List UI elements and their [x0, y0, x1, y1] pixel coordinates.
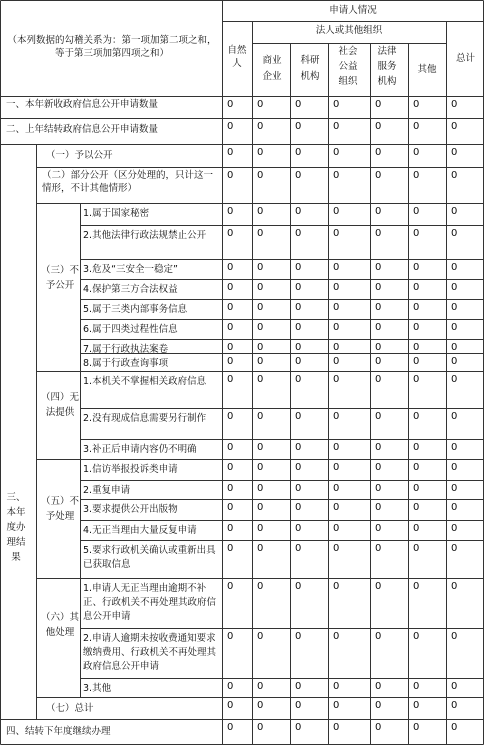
cell-value: 0 — [227, 700, 234, 711]
cell-value: 0 — [257, 681, 264, 692]
cell-value: 0 — [413, 147, 420, 158]
cell-value: 0 — [227, 302, 234, 313]
cell-value: 0 — [375, 170, 382, 181]
cell-value: 0 — [333, 581, 340, 592]
cell-value: 0 — [451, 322, 458, 333]
cell-value: 0 — [375, 99, 382, 110]
cell-value: 0 — [295, 681, 302, 692]
cell-value: 0 — [451, 206, 458, 217]
cell-value: 0 — [295, 170, 302, 181]
sub-item-label: 5.要求行政机关确认或重新出具已获取信息 — [83, 545, 216, 570]
cell-value: 0 — [451, 483, 458, 494]
sub-item-label: 1.本机关不掌握相关政府信息 — [83, 376, 207, 387]
cell-value: 0 — [375, 681, 382, 692]
cell-value: 0 — [295, 262, 302, 273]
cell-value: 0 — [413, 302, 420, 313]
cell-value: 0 — [413, 99, 420, 110]
cell-value: 0 — [295, 302, 302, 313]
cell-value: 0 — [257, 374, 264, 385]
cell-value: 0 — [375, 206, 382, 217]
cell-value: 0 — [295, 462, 302, 473]
cell-value: 0 — [333, 282, 340, 293]
cell-value: 0 — [451, 722, 458, 733]
cell-value: 0 — [375, 121, 382, 132]
cell-value: 0 — [451, 302, 458, 313]
cell-value: 0 — [451, 681, 458, 692]
cell-value: 0 — [375, 523, 382, 534]
cell-value: 0 — [227, 147, 234, 158]
group-label-refuse: （三）不予公开 — [40, 265, 79, 291]
result-label-publish: （一）予以公开 — [46, 150, 113, 161]
cell-value: 0 — [257, 342, 264, 353]
cell-value: 0 — [375, 228, 382, 239]
cell-value: 0 — [257, 282, 264, 293]
group-label-unable: （四）无法提供 — [40, 392, 79, 418]
cell-value: 0 — [375, 374, 382, 385]
header-business: 商业企业 — [262, 55, 282, 82]
sub-item-label: 2.申请人逾期未按收费通知要求缴纳费用、行政机关不再处理其政府信息公开申请 — [83, 633, 217, 672]
cell-value: 0 — [295, 483, 302, 494]
cell-value: 0 — [295, 722, 302, 733]
cell-value: 0 — [227, 262, 234, 273]
header-legal-group: 法人或其他组织 — [315, 25, 383, 36]
cell-value: 0 — [257, 322, 264, 333]
cell-value: 0 — [451, 411, 458, 422]
cell-value: 0 — [451, 374, 458, 385]
cell-value: 0 — [257, 228, 264, 239]
cell-value: 0 — [451, 543, 458, 554]
cell-value: 0 — [413, 502, 420, 513]
cell-value: 0 — [451, 99, 458, 110]
cell-value: 0 — [333, 147, 340, 158]
cell-value: 0 — [413, 282, 420, 293]
cell-value: 0 — [333, 442, 340, 453]
cell-value: 0 — [295, 700, 302, 711]
cell-value: 0 — [451, 442, 458, 453]
cell-value: 0 — [227, 543, 234, 554]
cell-value: 0 — [451, 342, 458, 353]
cell-value: 0 — [227, 206, 234, 217]
cell-value: 0 — [375, 543, 382, 554]
cell-value: 0 — [451, 462, 458, 473]
cell-value: 0 — [413, 442, 420, 453]
cell-value: 0 — [333, 502, 340, 513]
cell-value: 0 — [413, 681, 420, 692]
sub-item-label: 2.没有现成信息需要另行制作 — [83, 413, 207, 424]
cell-value: 0 — [333, 322, 340, 333]
cell-value: 0 — [257, 302, 264, 313]
sub-item-label: 2.重复申请 — [83, 485, 131, 496]
cell-value: 0 — [227, 121, 234, 132]
cell-value: 0 — [375, 356, 382, 367]
cell-value: 0 — [413, 170, 420, 181]
cell-value: 0 — [257, 631, 264, 642]
cell-value: 0 — [451, 523, 458, 534]
cell-value: 0 — [413, 631, 420, 642]
cell-value: 0 — [375, 483, 382, 494]
cell-value: 0 — [413, 228, 420, 239]
cell-value: 0 — [257, 206, 264, 217]
cell-value: 0 — [375, 342, 382, 353]
cell-value: 0 — [227, 442, 234, 453]
cell-value: 0 — [227, 722, 234, 733]
cell-value: 0 — [375, 502, 382, 513]
sub-item-label: 7.属于行政执法案卷 — [83, 344, 169, 355]
cell-value: 0 — [333, 483, 340, 494]
cell-value: 0 — [413, 483, 420, 494]
cell-value: 0 — [333, 206, 340, 217]
cell-value: 0 — [295, 99, 302, 110]
row-label-carry-out: 四、结转下年度继续办理 — [6, 726, 111, 737]
cell-value: 0 — [375, 262, 382, 273]
cell-value: 0 — [227, 523, 234, 534]
cell-value: 0 — [257, 147, 264, 158]
cell-value: 0 — [375, 411, 382, 422]
cell-value: 0 — [295, 442, 302, 453]
cell-value: 0 — [295, 523, 302, 534]
cell-value: 0 — [295, 502, 302, 513]
cell-value: 0 — [451, 502, 458, 513]
cell-value: 0 — [227, 170, 234, 181]
cell-value: 0 — [333, 523, 340, 534]
cell-value: 0 — [333, 722, 340, 733]
cell-value: 0 — [257, 543, 264, 554]
cell-value: 0 — [295, 411, 302, 422]
sub-item-label: 2.其他法律行政法规禁止公开 — [83, 230, 207, 241]
cell-value: 0 — [295, 631, 302, 642]
sub-item-label: 8.属于行政查询事项 — [83, 358, 169, 369]
cell-value: 0 — [333, 681, 340, 692]
group-label-no-process: （五）不予处理 — [40, 496, 79, 522]
row-label-carry-in: 二、上年结转政府信息公开申请数量 — [6, 124, 159, 135]
cell-value: 0 — [333, 462, 340, 473]
cell-value: 0 — [375, 322, 382, 333]
cell-value: 0 — [295, 342, 302, 353]
cell-value: 0 — [413, 322, 420, 333]
cell-value: 0 — [451, 262, 458, 273]
header-applicant: 申请人情况 — [329, 5, 377, 16]
cell-value: 0 — [451, 356, 458, 367]
cell-value: 0 — [227, 502, 234, 513]
cell-value: 0 — [227, 411, 234, 422]
cell-value: 0 — [333, 411, 340, 422]
cell-value: 0 — [295, 581, 302, 592]
cell-value: 0 — [227, 99, 234, 110]
cell-value: 0 — [333, 631, 340, 642]
cell-value: 0 — [413, 121, 420, 132]
cell-value: 0 — [333, 302, 340, 313]
cell-value: 0 — [413, 262, 420, 273]
cell-value: 0 — [451, 228, 458, 239]
cell-value: 0 — [413, 356, 420, 367]
cell-value: 0 — [413, 374, 420, 385]
cell-value: 0 — [257, 483, 264, 494]
row-label-new-apps: 一、本年新收政府信息公开申请数量 — [6, 99, 159, 110]
header-total: 总计 — [455, 53, 475, 64]
header-social: 社会公益组织 — [338, 46, 358, 87]
cell-value: 0 — [257, 99, 264, 110]
cell-value: 0 — [413, 581, 420, 592]
group-label-other-process: （六）其他处理 — [40, 612, 79, 638]
sub-item-label: 1.申请人无正当理由逾期不补正、行政机关不再处理其政府信息公开申请 — [83, 583, 217, 622]
sub-item-label: 3.要求提供公开出版物 — [83, 504, 178, 515]
cell-value: 0 — [257, 722, 264, 733]
cell-value: 0 — [257, 442, 264, 453]
cell-value: 0 — [451, 147, 458, 158]
cell-value: 0 — [227, 581, 234, 592]
result-label-partial: （二）部分公开（区分处理的，只计这一情形，不计其他情形） — [42, 170, 214, 194]
sub-item-label: 1.属于国家秘密 — [83, 208, 150, 219]
sub-item-label: 3.补正后申请内容仍不明确 — [83, 444, 197, 455]
cell-value: 0 — [413, 543, 420, 554]
cell-value: 0 — [257, 411, 264, 422]
cell-value: 0 — [257, 170, 264, 181]
header-note: （本列数据的勾稽关系为：第一项加第二项之和，等于第三项加第四项之和） — [7, 35, 217, 59]
cell-value: 0 — [227, 462, 234, 473]
cell-value: 0 — [257, 462, 264, 473]
cell-value: 0 — [413, 700, 420, 711]
sub-item-label: 4.无正当理由大量反复申请 — [83, 525, 197, 536]
cell-value: 0 — [295, 356, 302, 367]
cell-value: 0 — [333, 356, 340, 367]
cell-value: 0 — [333, 228, 340, 239]
cell-value: 0 — [333, 262, 340, 273]
cell-value: 0 — [413, 342, 420, 353]
header-legal-service: 法律服务机构 — [377, 46, 397, 87]
cell-value: 0 — [333, 170, 340, 181]
cell-value: 0 — [257, 581, 264, 592]
cell-value: 0 — [227, 282, 234, 293]
cell-value: 0 — [257, 121, 264, 132]
header-research: 科研机构 — [300, 55, 320, 82]
cell-value: 0 — [413, 411, 420, 422]
cell-value: 0 — [227, 228, 234, 239]
cell-value: 0 — [451, 581, 458, 592]
cell-value: 0 — [375, 722, 382, 733]
cell-value: 0 — [375, 282, 382, 293]
cell-value: 0 — [375, 442, 382, 453]
cell-value: 0 — [333, 121, 340, 132]
cell-value: 0 — [257, 502, 264, 513]
cell-value: 0 — [295, 282, 302, 293]
cell-value: 0 — [451, 631, 458, 642]
cell-value: 0 — [413, 523, 420, 534]
cell-value: 0 — [375, 700, 382, 711]
cell-value: 0 — [295, 543, 302, 554]
cell-value: 0 — [227, 322, 234, 333]
cell-value: 0 — [375, 631, 382, 642]
cell-value: 0 — [333, 543, 340, 554]
cell-value: 0 — [295, 121, 302, 132]
cell-value: 0 — [333, 99, 340, 110]
result-section-label: 三、本年度办理结果 — [6, 492, 26, 563]
sub-item-label: 6.属于四类过程性信息 — [83, 324, 178, 335]
cell-value: 0 — [227, 374, 234, 385]
sub-item-label: 4.保护第三方合法权益 — [83, 284, 178, 295]
cell-value: 0 — [413, 206, 420, 217]
cell-value: 0 — [375, 581, 382, 592]
cell-value: 0 — [375, 147, 382, 158]
cell-value: 0 — [451, 170, 458, 181]
cell-value: 0 — [227, 356, 234, 367]
cell-value: 0 — [227, 631, 234, 642]
cell-value: 0 — [333, 374, 340, 385]
cell-value: 0 — [451, 121, 458, 132]
sub-item-label: 3.危及“三安全一稳定” — [83, 264, 178, 275]
cell-value: 0 — [375, 302, 382, 313]
cell-value: 0 — [227, 342, 234, 353]
cell-value: 0 — [257, 356, 264, 367]
cell-value: 0 — [295, 374, 302, 385]
cell-value: 0 — [333, 342, 340, 353]
cell-value: 0 — [413, 462, 420, 473]
cell-value: 0 — [257, 262, 264, 273]
sub-item-label: 5.属于三类内部事务信息 — [83, 304, 188, 315]
cell-value: 0 — [295, 322, 302, 333]
cell-value: 0 — [227, 483, 234, 494]
cell-value: 0 — [295, 228, 302, 239]
sub-item-label: 1.信访举报投诉类申请 — [83, 464, 178, 475]
cell-value: 0 — [451, 700, 458, 711]
header-other: 其他 — [417, 64, 437, 75]
header-natural-person: 自然人 — [227, 45, 247, 69]
cell-value: 0 — [295, 206, 302, 217]
cell-value: 0 — [227, 681, 234, 692]
cell-value: 0 — [451, 282, 458, 293]
cell-value: 0 — [333, 700, 340, 711]
sub-item-label: 3.其他 — [83, 683, 112, 694]
cell-value: 0 — [295, 147, 302, 158]
cell-value: 0 — [257, 700, 264, 711]
cell-value: 0 — [375, 462, 382, 473]
cell-value: 0 — [257, 523, 264, 534]
cell-value: 0 — [413, 722, 420, 733]
result-label-total: （七）总计 — [46, 703, 94, 714]
